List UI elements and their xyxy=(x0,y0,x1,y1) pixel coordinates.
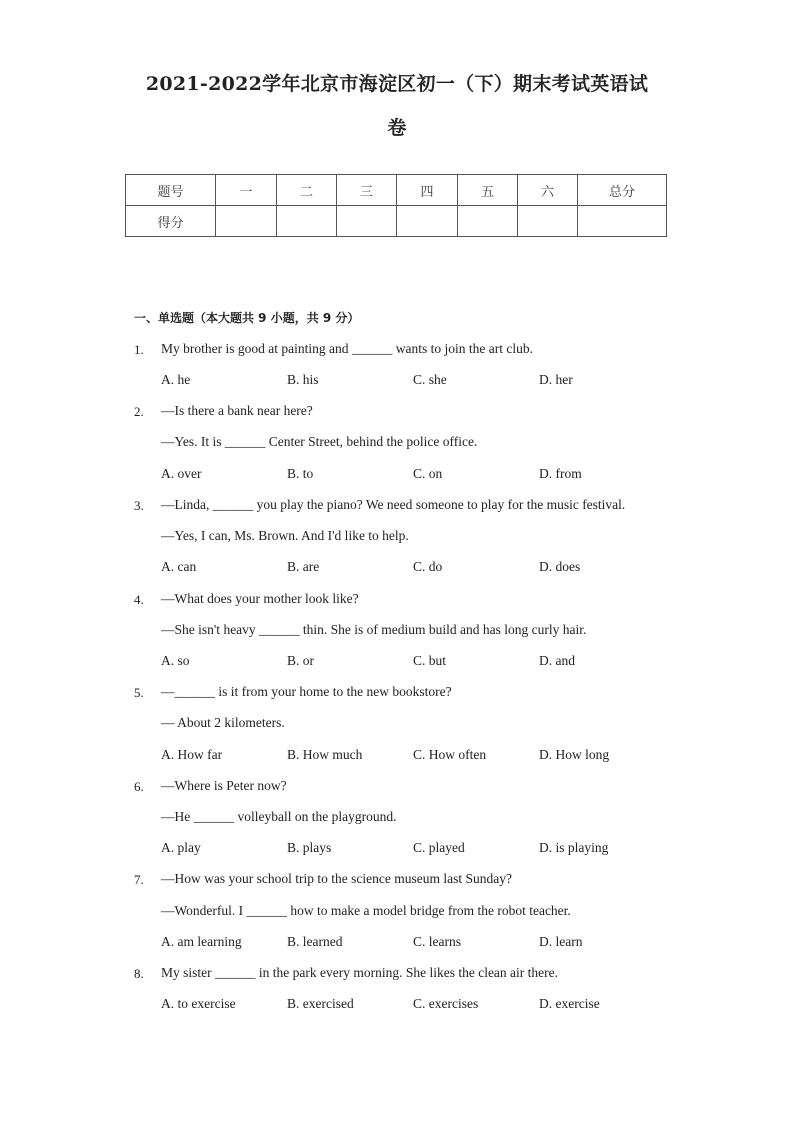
question-line: —How was your school trip to the science museum last Sunday? xyxy=(161,871,512,886)
option-b: B. are xyxy=(287,559,320,574)
score-cell xyxy=(277,206,337,237)
score-cell xyxy=(337,206,397,237)
score-header-cell: 三 xyxy=(337,175,397,206)
question-number: 2. xyxy=(134,404,144,419)
question-line: — About 2 kilometers. xyxy=(161,715,285,730)
option-d: D. learn xyxy=(539,934,583,949)
score-header-cell: 六 xyxy=(518,175,578,206)
option-b: B. How much xyxy=(287,747,363,762)
option-a: A. am learning xyxy=(161,934,242,949)
exam-title xyxy=(120,62,674,150)
question-line: —Where is Peter now? xyxy=(161,778,287,793)
option-b: B. exercised xyxy=(287,996,354,1011)
question-line: —Wonderful. I ______ how to make a model bridge from the robot teacher. xyxy=(161,903,571,918)
option-b: B. plays xyxy=(287,840,332,855)
question-line: —What does your mother look like? xyxy=(161,591,359,606)
question-number: 3. xyxy=(134,498,144,513)
option-b: B. his xyxy=(287,372,319,387)
option-d: D. from xyxy=(539,466,582,481)
score-header-cell: 二 xyxy=(277,175,337,206)
option-a: A. to exercise xyxy=(161,996,236,1011)
score-header-cell: 一 xyxy=(216,175,277,206)
section-heading: 一、单选题（本大题共 9 小题，共 9 分） xyxy=(134,311,360,325)
option-d: D. and xyxy=(539,653,575,668)
score-header-cell: 总分 xyxy=(578,175,667,206)
option-d: D. exercise xyxy=(539,996,600,1011)
score-header-cell: 题号 xyxy=(126,175,216,206)
option-c: C. How often xyxy=(413,747,487,762)
option-a: A. he xyxy=(161,372,191,387)
option-a: A. play xyxy=(161,840,201,855)
question-line: —He ______ volleyball on the playground. xyxy=(161,809,397,824)
question-number: 6. xyxy=(134,779,144,794)
question-line: —______ is it from your home to the new bookstore? xyxy=(161,684,452,699)
question-number: 8. xyxy=(134,966,144,981)
score-cell xyxy=(578,206,667,237)
question-number: 1. xyxy=(134,342,144,357)
option-d: D. How long xyxy=(539,747,610,762)
option-c: C. on xyxy=(413,466,443,481)
question-number: 7. xyxy=(134,872,144,887)
score-cell xyxy=(397,206,458,237)
option-a: A. so xyxy=(161,653,190,668)
score-header-cell: 四 xyxy=(397,175,458,206)
option-c: C. learns xyxy=(413,934,461,949)
score-row-label: 得分 xyxy=(126,206,216,237)
question-line: —Yes, I can, Ms. Brown. And I'd like to help. xyxy=(161,528,409,543)
option-c: C. played xyxy=(413,840,465,855)
option-a: A. can xyxy=(161,559,197,574)
question-stem: My brother is good at painting and ______ wants to join the art club. xyxy=(161,341,533,356)
score-cell xyxy=(458,206,518,237)
exam-title-line-1: 2021-2022学年北京市海淀区初一（下）期末考试英语试 xyxy=(145,73,649,95)
option-a: A. over xyxy=(161,466,202,481)
option-a: A. How far xyxy=(161,747,223,762)
option-c: C. do xyxy=(413,559,443,574)
score-cell xyxy=(518,206,578,237)
option-b: B. or xyxy=(287,653,314,668)
option-d: D. does xyxy=(539,559,581,574)
option-b: B. learned xyxy=(287,934,343,949)
score-table-header-row xyxy=(126,175,667,206)
score-header-cell: 五 xyxy=(458,175,518,206)
question-line: —Is there a bank near here? xyxy=(161,403,313,418)
score-cell xyxy=(216,206,277,237)
question-stem: My sister ______ in the park every morning. She likes the clean air there. xyxy=(161,965,559,980)
option-c: C. she xyxy=(413,372,447,387)
question-line: —Yes. It is ______ Center Street, behind the police office. xyxy=(161,434,478,449)
score-table-score-row xyxy=(126,206,667,237)
option-d: D. is playing xyxy=(539,840,609,855)
question-line: —Linda, ______ you play the piano? We need someone to play for the music festival. xyxy=(161,497,626,512)
score-table xyxy=(125,174,667,237)
question-number: 5. xyxy=(134,685,144,700)
question-number: 4. xyxy=(134,592,144,607)
option-c: C. exercises xyxy=(413,996,479,1011)
question-line: —She isn't heavy ______ thin. She is of medium build and has long curly hair. xyxy=(161,622,587,637)
option-b: B. to xyxy=(287,466,314,481)
option-d: D. her xyxy=(539,372,573,387)
exam-title-line-2: 卷 xyxy=(387,117,407,139)
option-c: C. but xyxy=(413,653,447,668)
